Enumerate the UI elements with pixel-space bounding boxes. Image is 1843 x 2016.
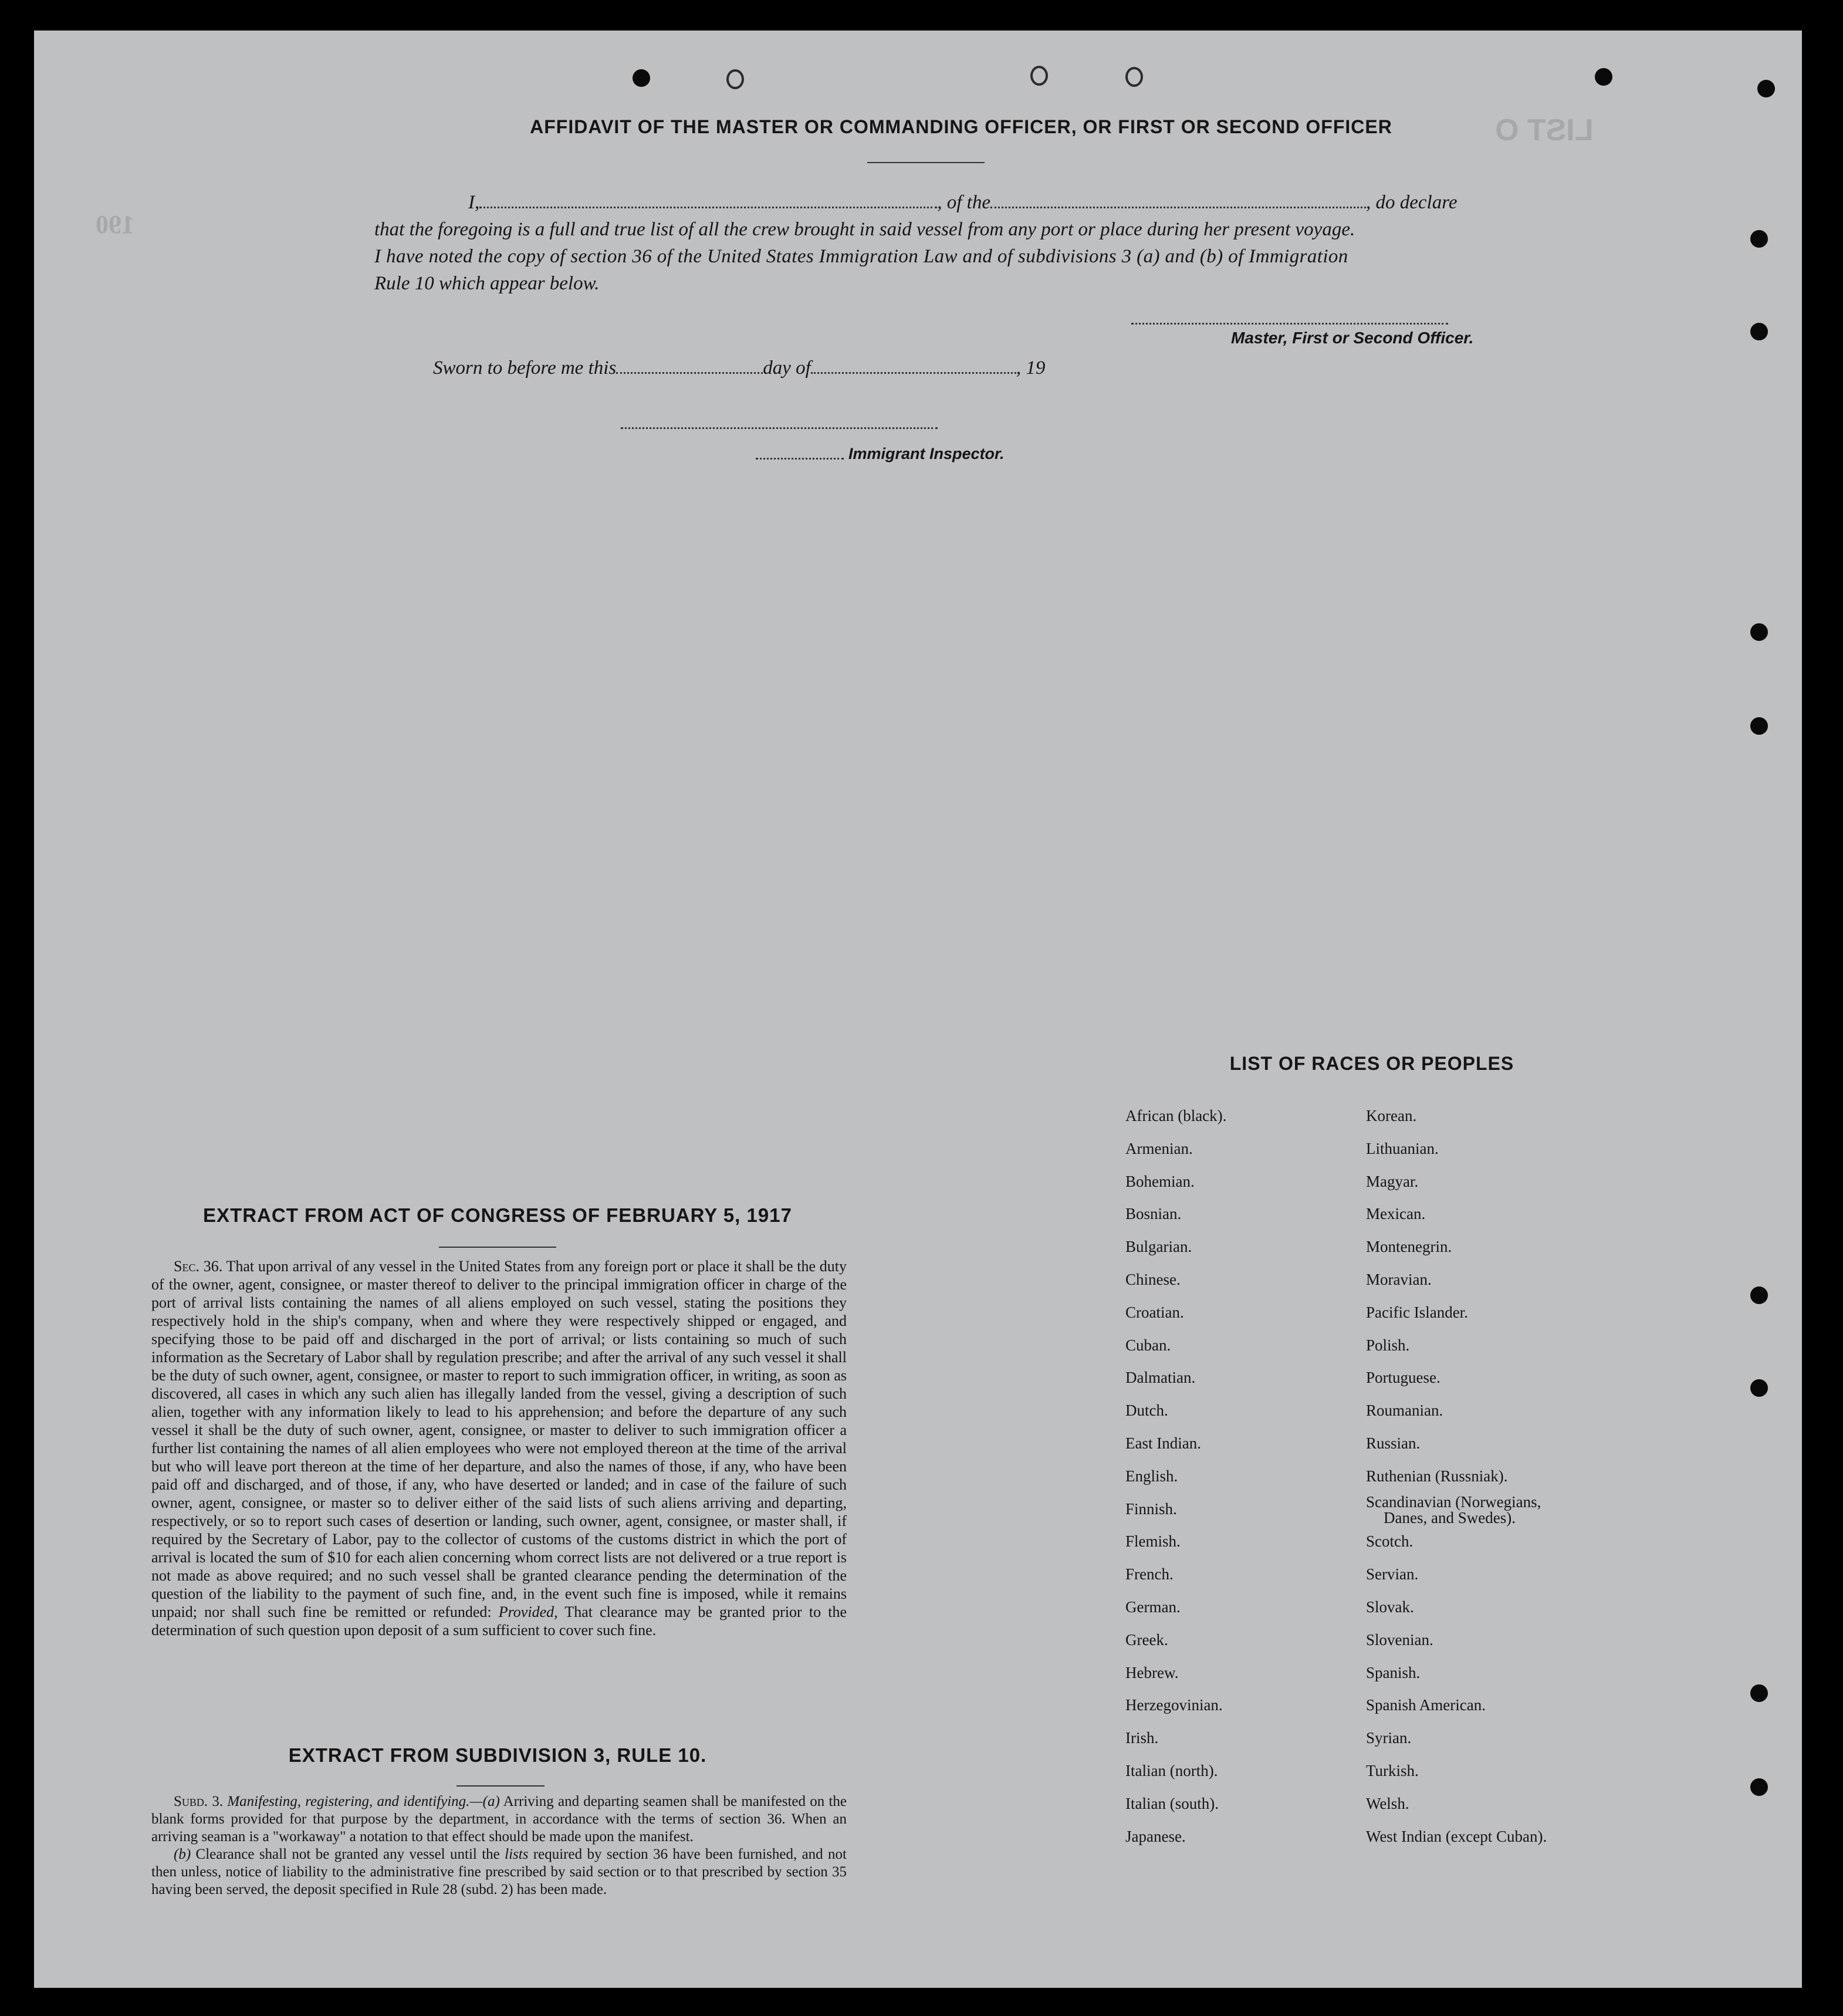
race-item: Servian. [1366,1565,1419,1583]
para-b-label: (b) [174,1846,191,1862]
act-extract-body [151,1257,847,1639]
subd-heading: Manifesting, registering, and identifying. [227,1794,470,1809]
race-item: Italian (north). [1125,1761,1218,1779]
race-item: Bulgarian. [1125,1238,1192,1256]
race-item: English. [1125,1467,1178,1485]
race-item: African (black). [1125,1107,1227,1124]
race-item: Slovenian. [1366,1630,1433,1649]
sworn-day-field[interactable] [616,357,763,374]
race-item: Pacific Islander. [1366,1303,1468,1321]
master-signature-field[interactable] [1131,310,1448,325]
race-item: Flemish. [1125,1532,1181,1551]
affidavit-statement-3: Rule 10 which appear below. [374,273,600,294]
race-item: Chinese. [1125,1270,1181,1288]
race-item: Italian (south). [1125,1794,1219,1812]
race-item: Lithuanian. [1366,1139,1439,1157]
act-extract-title: EXTRACT FROM ACT OF CONGRESS OF FEBRUARY 5, 1917 [203,1204,792,1226]
section-36-proviso: That clearance may be granted prior to the determination of such question upon deposit of a sum sufficient to cover such fine. [151,1603,847,1639]
subd-label: Subd. 3. [174,1794,224,1809]
punch-hole [726,69,744,89]
rule-extract-body [151,1793,847,1899]
race-item: German. [1125,1598,1181,1616]
punch-hole [1750,323,1768,340]
para-b-text-1: Clearance shall not be granted any vessel until the [195,1846,500,1862]
race-item-continuation: Danes, and Swedes). [1384,1508,1516,1527]
master-signature-label: Master, First or Second Officer. [1231,329,1474,347]
punch-hole [1750,230,1768,248]
section-36-text: That upon arrival of any vessel in the United States from any foreign port or place it shall be the duty of the owner, agent, consignee, or master thereof to deliver to the principal immigration officer in charge of the port of arrival lists containing the names of all aliens employed on such vessel, stating the positions they respectively hold in the ship's company, when and where they were respectively shipped or engaged, and specifying those to be paid off and discharged in the port of arrival; or lists containing so much of such information as the Secretary of Labor shall by regulation prescribe; and after the arrival of any such vessel it shall be the duty of such owner, agent, consignee, or master to report to such immigration officer, in writing, as soon as discovered, all cases in which any such alien has illegally landed from the vessel, giving a description of such alien, together with any information likely to lead to his apprehension; and before the departure of any such vessel it shall be the duty of such owner, agent, consignee, or master to deliver to such immigration officer a further list containing the names of all alien employees who were not employed thereon at the time of the arrival but who will leave port thereon at the time of her departure, and also the names of those, if any, who have been paid off and discharged, and of those, if any, who have deserted or landed; and in case of the failure of such owner, agent, consignee, or master so to deliver either of the said lists of such aliens arriving and departing, respectively, or so to report such cases of desertion or landing, such owner, agent, consignee, or master shall, if required by the Secretary of Labor, pay to the collector of customs of the customs district in which the port of arrival is located the sum of $10 for each alien concerning whom correct lists are not delivered or a true report is not made as above required; and no such vessel shall be granted clearance pending the determination of the question of the liability to the payment of such fine, and, in the event such fine is imposed, while it remains unpaid; nor shall such fine be remitted or refunded: [151,1258,847,1620]
races-left-column [1125,1100,1226,1853]
race-item: Japanese. [1125,1827,1186,1845]
races-right-column [1366,1100,1547,1853]
races-title: LIST OF RACES OR PEOPLES [1229,1053,1514,1074]
race-item: Bosnian. [1125,1205,1182,1223]
vessel-name-field[interactable] [990,191,1366,208]
race-item: Moravian. [1366,1270,1432,1288]
punch-hole [1750,1286,1768,1304]
sworn-year: , 19 [1016,357,1046,379]
affidavit-statement-2: I have noted the copy of section 36 of the United States Immigration Law and of subdivisions 3 (a) and (b) of Immigration [374,246,1348,267]
race-item: Turkish. [1366,1761,1419,1779]
para-b-lists: lists [505,1846,529,1862]
race-item [1366,1493,1547,1526]
race-item: West Indian (except Cuban). [1366,1827,1547,1845]
race-item: Herzegovinian. [1125,1696,1223,1714]
para-a-label: —(a) [469,1794,500,1809]
race-item: Russian. [1366,1434,1421,1452]
race-item: Dalmatian. [1125,1369,1196,1387]
sworn-day-of: day of [763,357,811,379]
sworn-prefix: Sworn to before me this [433,357,617,379]
race-item: Mexican. [1366,1205,1426,1223]
affidavit-statement-1: that the foregoing is a full and true list of all the crew brought in said vessel from any port or place during her present voyage. [374,219,1355,240]
officer-name-field[interactable] [479,191,937,208]
affidavit-title: AFFIDAVIT OF THE MASTER OR COMMANDING OFFICER, OR FIRST OR SECOND OFFICER [530,116,1392,137]
punch-hole [1750,623,1768,641]
para-b-text-2: required by section 36 have been furnished, and not then unless, notice of liability to the administrative fine prescribed by said section or to that prescribed by section 35 having been served, the deposit specified in Rule 28 (subd. 2) has been made. [151,1846,847,1897]
sworn-line [433,357,1068,379]
punch-hole [1125,67,1143,87]
race-item: Spanish American. [1366,1696,1486,1714]
affidavit-title-rule [867,162,985,163]
race-item: Polish. [1366,1336,1410,1354]
inspector-signature-field[interactable] [621,414,938,429]
inspector-prefix-field[interactable] [756,445,844,460]
race-item: Bohemian. [1125,1172,1195,1190]
race-item-scandinavian: Scandinavian (Norwegians, [1366,1492,1541,1511]
punch-hole [633,69,650,87]
race-item: Ruthenian (Russniak). [1366,1467,1508,1485]
bleed-through-page-number: 190 [96,210,134,239]
race-item: Finnish. [1125,1500,1177,1518]
race-item: Welsh. [1366,1794,1409,1812]
affidavit-declaration [374,189,1524,297]
race-item: Hebrew. [1125,1663,1179,1681]
race-item: French. [1125,1565,1174,1583]
race-item: Roumanian. [1366,1402,1443,1420]
punch-hole [1595,68,1612,86]
race-item: Dutch. [1125,1402,1168,1420]
race-item: Croatian. [1125,1303,1184,1321]
race-item: Magyar. [1366,1172,1419,1190]
act-extract-rule [439,1247,556,1248]
bleed-through-title: LIST O [1495,113,1594,147]
rule-extract-title: EXTRACT FROM SUBDIVISION 3, RULE 10. [288,1744,707,1766]
rule-extract-rule [456,1785,545,1787]
race-item: Montenegrin. [1366,1238,1452,1256]
race-item: Cuban. [1125,1336,1171,1354]
race-item: Armenian. [1125,1139,1193,1157]
punch-hole [1750,717,1768,735]
provided-label: Provided, [498,1603,558,1620]
punch-hole [1750,1778,1768,1796]
punch-hole [1030,66,1048,86]
declare-of-the: , of the [937,192,990,213]
declare-i: I, [468,192,480,213]
sworn-year-field[interactable] [1045,359,1068,374]
race-item: Irish. [1125,1729,1159,1747]
inspector-label: Immigrant Inspector. [848,445,1005,462]
punch-hole [1750,1684,1768,1702]
manifest-page [34,31,1802,1988]
section-label: Sec. 36. [174,1258,223,1275]
para-a-text: Arriving and departing seamen shall be manifested on the blank forms provided for that purpose by the department, in accordance with the terms of section 36. When an arriving seaman is a "workaway" a notation to that effect should be made upon the manifest. [151,1794,847,1845]
race-item: East Indian. [1125,1434,1201,1452]
declare-end: , do declare [1365,192,1458,213]
race-item: Syrian. [1366,1729,1412,1747]
race-item: Korean. [1366,1107,1417,1124]
race-item: Portuguese. [1366,1369,1440,1387]
race-item: Spanish. [1366,1663,1421,1681]
race-item: Scotch. [1366,1532,1413,1551]
sworn-month-field[interactable] [811,357,1016,374]
punch-hole [1757,80,1775,97]
punch-hole [1750,1379,1768,1397]
race-item: Slovak. [1366,1598,1414,1616]
race-item: Greek. [1125,1630,1168,1649]
